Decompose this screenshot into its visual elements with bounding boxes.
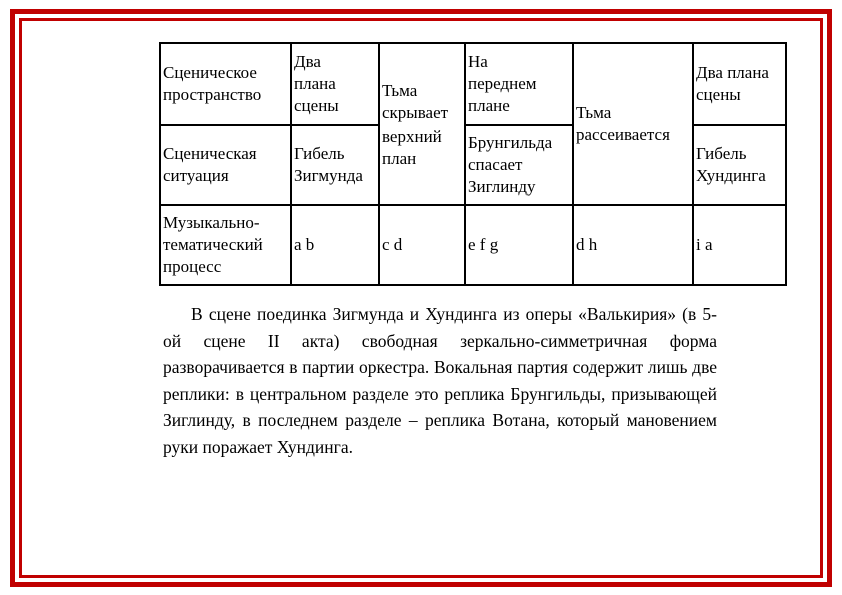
table-row [160,205,786,285]
description-paragraph: В сцене поединка Зигмунда и Хундинга из оперы «Валькирия» (в 5-ой сцене II акта) свободная зеркально-симметричная форма разворачивается в партии оркестра. Вокальная партия содержит лишь две реплики: в центральном разделе это реплика Брунгильды, призывающей Зиглинду, в последнем разделе – реплика Вотана, который мановением руки поражает Хундинга. [163,304,717,457]
cell-themes-ia: i a [693,205,786,285]
cell-siegmund-death: Гибель Зигмунда [291,125,379,205]
cell-darkness-dissipates: Тьма рассеивается [573,43,693,205]
cell-brunnhilde-saves: Брунгильда спасает Зиглинду [465,125,573,205]
cell-darkness-hides-bottom: верхний план [382,127,442,168]
cell-darkness-hides-top: Тьма скрывает [382,81,449,122]
cell-two-planes-2: Два плана сцены [693,43,786,125]
table-row [160,43,786,125]
cell-themes-dh: d h [573,205,693,285]
row-label-stage-situation: Сценическая ситуация [160,125,291,205]
row-label-stage-space: Сценическое пространство [160,43,291,125]
table-row [160,125,786,205]
cell-darkness-hides [379,43,465,205]
cell-themes-ab: a b [291,205,379,285]
cell-themes-cd: c d [379,205,465,285]
cell-foreground: На переднем плане [465,43,573,125]
cell-hunding-death: Гибель Хундинга [693,125,786,205]
cell-themes-efg: e f g [465,205,573,285]
cell-two-planes-1: Два плана сцены [291,43,379,125]
row-label-thematic-process: Музыкально- тематический процесс [160,205,291,285]
form-scheme-table [159,42,787,286]
